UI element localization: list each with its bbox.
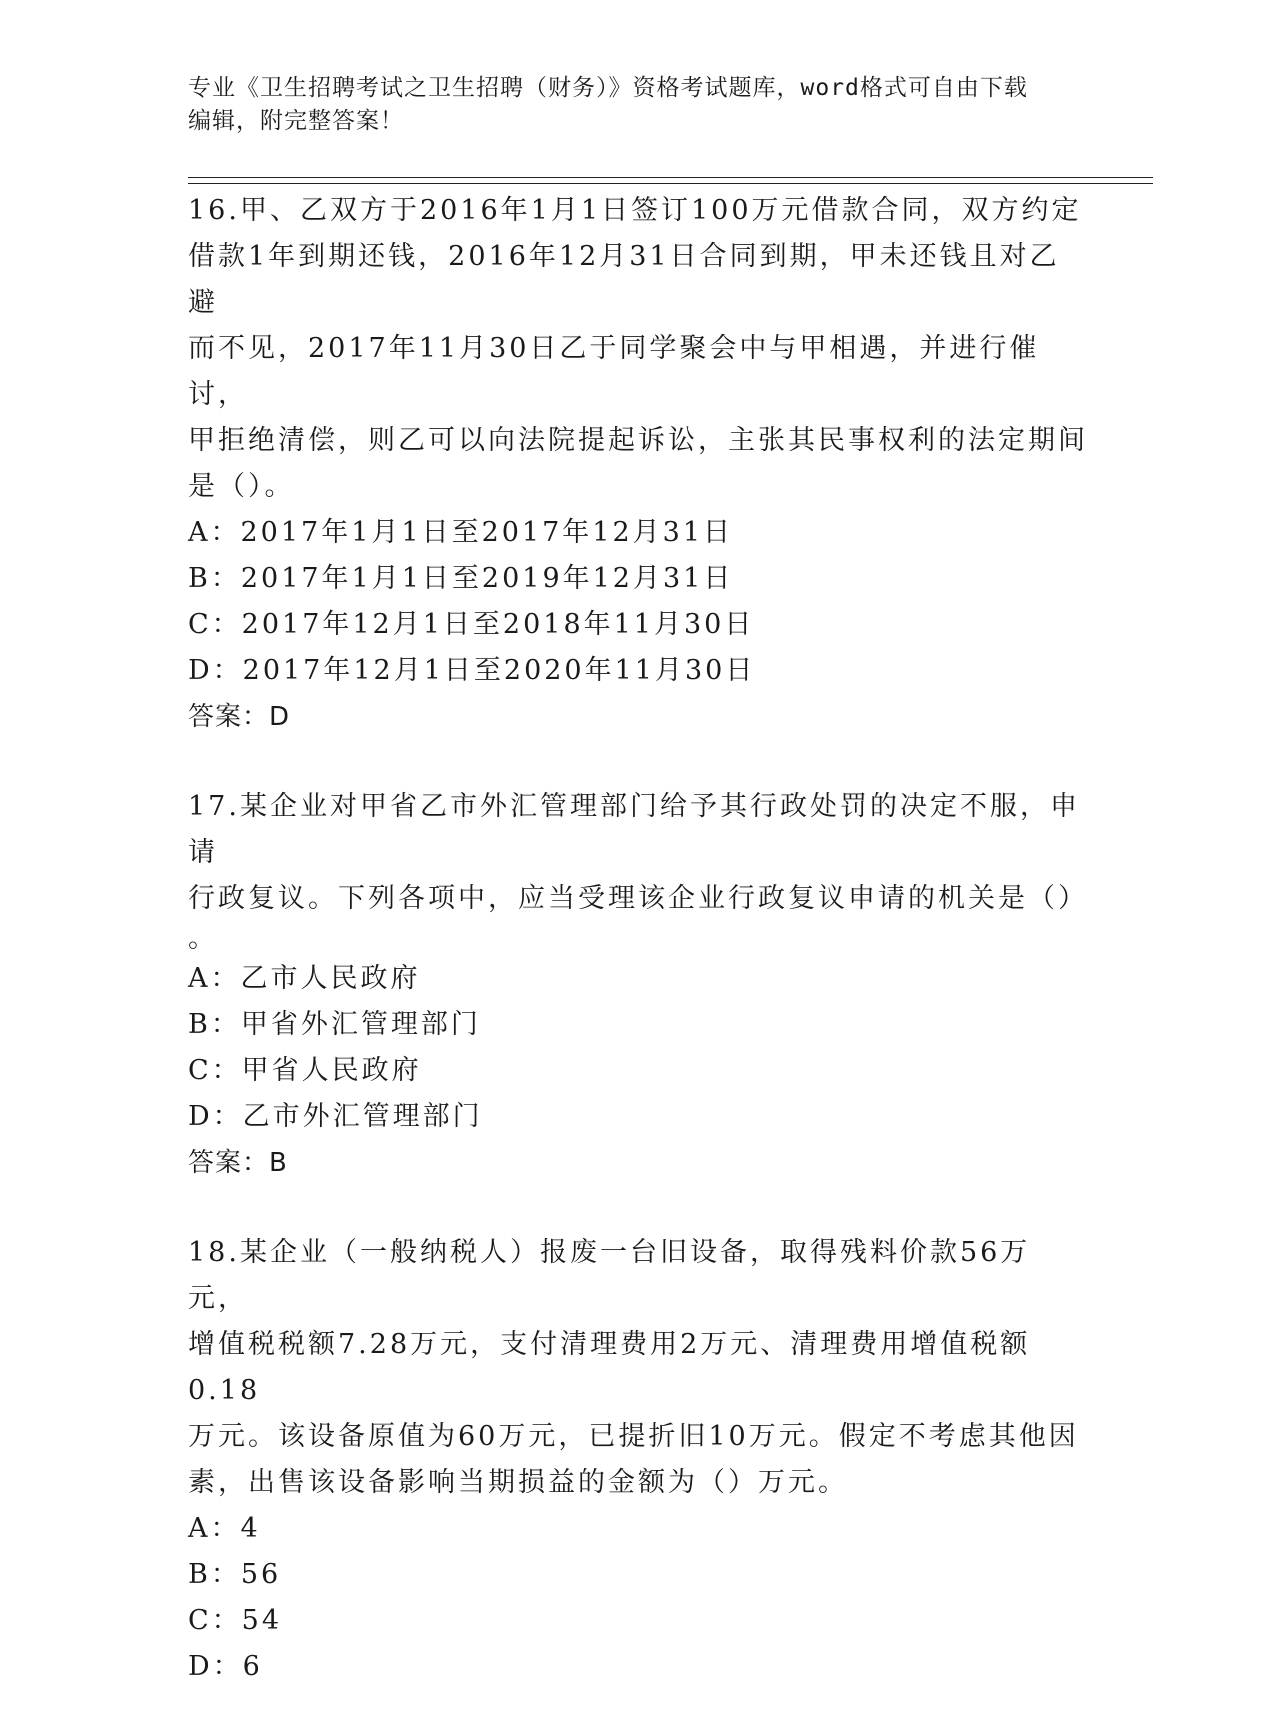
question-list: [188, 188, 1088, 1734]
header-line-2: 编辑，附完整答案！: [188, 108, 404, 134]
option-c: C：甲省人民政府: [188, 1055, 422, 1086]
answer-line: 答案：B: [188, 1148, 288, 1178]
stem-line: 16.甲、乙双方于2016年1月1日签订100万元借款合同，双方约定: [188, 195, 1082, 226]
option-d: D：6: [188, 1651, 263, 1682]
stem-line: 而不见，2017年11月30日乙于同学聚会中与甲相遇，并进行催讨，: [188, 333, 1040, 410]
question-18: [188, 1230, 1088, 1690]
option-d: D：2017年12月1日至2020年11月30日: [188, 655, 756, 686]
stem-line: 17.某企业对甲省乙市外汇管理部门给予其行政处罚的决定不服，申请: [188, 791, 1080, 868]
option-c: C：2017年12月1日至2018年11月30日: [188, 609, 755, 640]
header-divider-bottom: [188, 183, 1153, 184]
stem-line: 甲拒绝清偿，则乙可以向法院提起诉讼，主张其民事权利的法定期间: [188, 425, 1088, 456]
stem-line: 18.某企业（一般纳税人）报废一台旧设备，取得残料价款56万元，: [188, 1237, 1031, 1314]
option-c: C：54: [188, 1605, 283, 1636]
question-17: [188, 784, 1088, 1186]
stem-line: 借款1年到期还钱，2016年12月31日合同到期，甲未还钱且对乙避: [188, 241, 1060, 318]
question-stem: [188, 784, 1088, 956]
option-b: B：56: [188, 1559, 282, 1590]
question-stem: [188, 1230, 1088, 1506]
stem-line: 增值税税额7.28万元，支付清理费用2万元、清理费用增值税额0.18: [188, 1329, 1031, 1406]
option-a: A：4: [188, 1513, 261, 1544]
stem-line: 行政复议。下列各项中，应当受理该企业行政复议申请的机关是（）: [188, 883, 1088, 914]
option-b: B：甲省外汇管理部门: [188, 1009, 481, 1040]
option-d: D：乙市外汇管理部门: [188, 1101, 483, 1132]
stem-line: 。: [188, 923, 218, 954]
stem-line: 素，出售该设备影响当期损益的金额为（）万元。: [188, 1467, 848, 1498]
question-16: [188, 188, 1088, 740]
header-divider-top: [188, 177, 1153, 178]
header-line-1: 专业《卫生招聘考试之卫生招聘（财务）》资格考试题库，word格式可自由下载: [188, 75, 1028, 101]
document-header: [188, 72, 1088, 138]
option-b: B：2017年1月1日至2019年12月31日: [188, 563, 734, 594]
stem-line: 是（）。: [188, 471, 295, 502]
question-stem: [188, 188, 1088, 510]
answer-line: 答案：D: [188, 702, 291, 732]
stem-line: 万元。该设备原值为60万元，已提折旧10万元。假定不考虑其他因: [188, 1421, 1079, 1452]
option-a: A：乙市人民政府: [188, 963, 421, 994]
option-a: A：2017年1月1日至2017年12月31日: [188, 517, 733, 548]
